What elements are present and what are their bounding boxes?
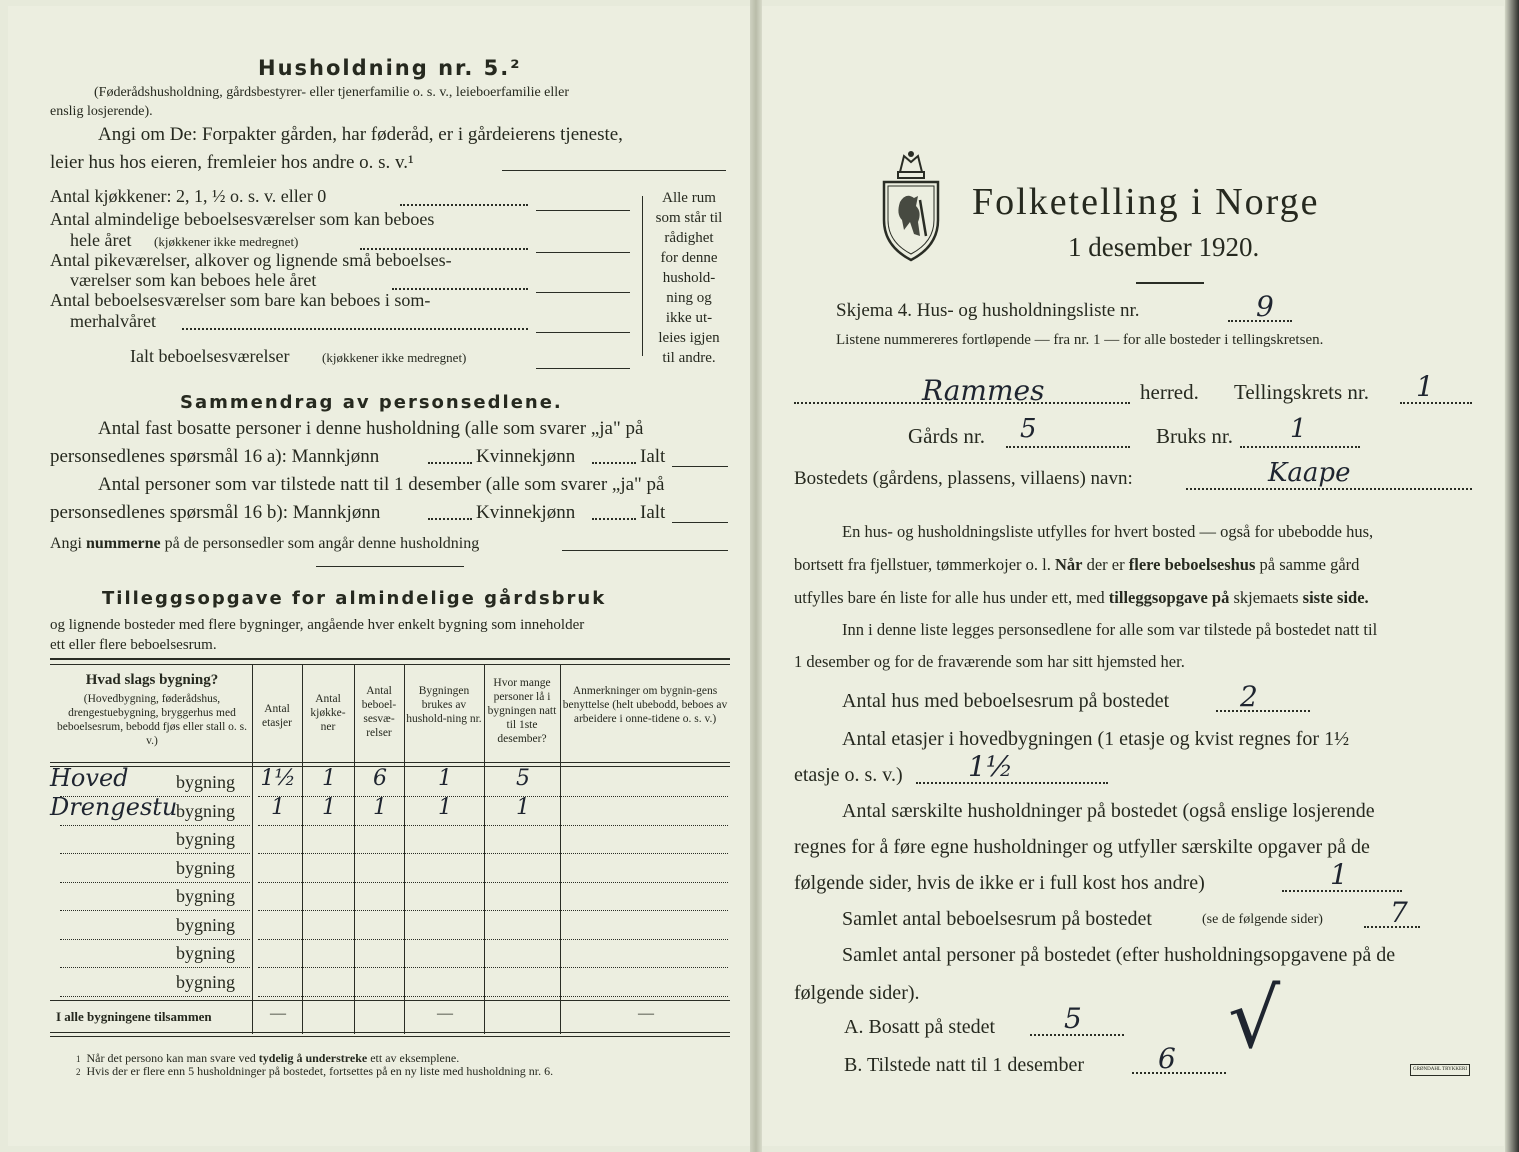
p1c-pre: utfylles bare én liste for alle hus under ett, med	[794, 588, 1105, 607]
table-bottom-2	[50, 1036, 730, 1037]
row-kjokken[interactable]: 1	[322, 766, 336, 791]
rooms-label-2b: (kjøkkener ikke medregnet)	[154, 234, 299, 249]
bosted-dots	[1186, 488, 1472, 490]
brace-note-4: hushold-	[662, 270, 716, 286]
right-page	[762, 6, 1504, 1146]
nummer-post: på de personsedler som angår denne husholdning	[164, 535, 480, 552]
total-answer-line-2[interactable]	[672, 522, 728, 523]
etasjer-value[interactable]: 1½	[968, 750, 1013, 783]
skjema-nr-value[interactable]: 9	[1256, 290, 1274, 323]
para2-line1: Inn i denne liste legges personsedlene for alle som var tilstede på bostedet natt til	[842, 620, 1378, 639]
row-personer[interactable]: 5	[516, 766, 530, 791]
etasjer-line1: Antal etasjer i hovedbygningen (1 etasje og kvist regnes for 1½	[842, 728, 1350, 750]
brace-note-8: til andre.	[662, 350, 716, 366]
nummer-bold: nummerne	[86, 535, 161, 552]
total-label-2: Ialt	[640, 502, 666, 523]
th-remarks: Anmerkninger om bygnin-gens benyttelse (helt ubebodd, beboes av arbeidere i onne-tidene o. s. v.)	[562, 685, 728, 725]
total-remarks-dash: —	[638, 1005, 654, 1022]
total-household-dash: —	[437, 1005, 453, 1022]
th-floors: Antal etasjer	[261, 703, 292, 729]
row-rom[interactable]: 1	[373, 794, 387, 820]
row-building-suffix: bygning	[176, 800, 236, 821]
summary-line-3: Antal personer som var tilstede natt til 1 desember (alle som svarer „ja" på	[98, 474, 665, 495]
women-label-1: Kvinnekjønn	[476, 446, 576, 467]
angi-answer-line[interactable]	[502, 170, 726, 171]
bosatt-label: A. Bosatt på stedet	[844, 1016, 996, 1038]
gards-value[interactable]: 5	[1020, 414, 1037, 444]
census-date: 1 desember 1920.	[1068, 232, 1260, 262]
row-etasjer[interactable]: 1½	[260, 766, 296, 791]
book-spine	[750, 0, 762, 1152]
row-building-suffix: bygning	[176, 886, 236, 906]
women-dots-1	[592, 462, 636, 464]
brace-note-7: leies igjen	[658, 330, 720, 346]
summer-rooms-label-2: merhalvåret	[70, 311, 156, 331]
nummer-line	[50, 535, 479, 553]
summary-line-1: Antal fast bosatte personer i denne husholdning (alle som svarer „ja" på	[98, 418, 644, 439]
row-line	[258, 939, 728, 940]
tellingskrets-value[interactable]: 1	[1416, 370, 1434, 403]
para1-line3	[794, 588, 1369, 608]
table-col-divider	[302, 664, 303, 1034]
para2-line2: 1 desember og for de fraværende som har sitt hjemsted her.	[794, 652, 1185, 671]
row-building-suffix: bygning	[176, 971, 236, 992]
etasjer-line2: etasje o. s. v.)	[794, 764, 903, 786]
p1b-bold: Når	[1054, 555, 1083, 574]
kitchens-dots	[400, 204, 528, 206]
row-building-suffix: bygning	[176, 772, 236, 792]
p1b-bold2: flere beboelseshus	[1128, 555, 1256, 574]
supplement-line-1: og lignende bosteder med flere bygninger, angående hver enkelt bygning som inneholder	[50, 617, 585, 633]
total-floors-dash: —	[270, 1005, 286, 1022]
row-kjokken[interactable]: 1	[322, 794, 336, 820]
brace-note-0: Alle rum	[662, 190, 716, 206]
p1b-post: på samme gård	[1259, 555, 1360, 574]
coat-of-arms-icon	[880, 150, 942, 262]
samlet-personer-line2: følgende sider).	[794, 982, 920, 1004]
men-dots-1	[428, 462, 472, 464]
p1b-pre: bortsett fra fjellstuer, tømmerkojer o. l.	[794, 555, 1051, 574]
nummer-answer-line[interactable]	[562, 550, 728, 551]
row-dots	[60, 910, 250, 911]
samlet-rom-value[interactable]: 7	[1390, 896, 1408, 929]
row-dots	[60, 882, 250, 883]
listene-note: Listene nummereres fortløpende — fra nr. 1 — for alle bosteder i tellingskretsen.	[836, 332, 1324, 348]
angi-line-1: Angi om De: Forpakter gården, har føderåd, er i gårdeierens tjeneste,	[98, 124, 623, 145]
row-hush[interactable]: 1	[438, 794, 452, 820]
p1c-bold2: siste side.	[1302, 588, 1369, 607]
tilstede-label: B. Tilstede natt til 1 desember	[844, 1054, 1084, 1076]
herred-label: herred.	[1140, 380, 1199, 404]
table-col-divider	[404, 664, 405, 1034]
bosted-label: Bostedets (gårdens, plassens, villaens) navn:	[794, 468, 1133, 489]
row-personer[interactable]: 1	[516, 794, 530, 820]
th-persons: Hvor mange personer lå i bygningen natt til 1ste desember?	[487, 677, 557, 745]
row-dots	[60, 825, 250, 826]
para1-line2	[794, 555, 1359, 575]
separator	[316, 566, 464, 567]
p1b-mid: der er	[1086, 555, 1125, 574]
samlet-rom-label: Samlet antal beboelsesrum på bostedet	[842, 908, 1152, 930]
fn1-post: ett av eksemplene.	[370, 1051, 460, 1065]
table-bottom	[50, 1032, 730, 1033]
row-hush[interactable]: 1	[438, 766, 452, 791]
gards-dots	[1006, 446, 1130, 448]
herred-value[interactable]: Rammes	[922, 374, 1045, 407]
bosted-value[interactable]: Kaape	[1268, 458, 1351, 488]
maid-rooms-answer-line[interactable]	[536, 292, 630, 293]
row-line	[258, 853, 728, 854]
row-building-name[interactable]: Hoved	[50, 764, 129, 792]
bruks-dots	[1240, 446, 1360, 448]
fn2-text: Hvis der er flere enn 5 husholdninger på bostedet, fortsettes på en ny liste med husholdning nr. 6.	[86, 1064, 554, 1078]
para1-line1: En hus- og husholdningsliste utfylles for hvert bosted — også for ubebodde hus,	[842, 522, 1374, 541]
p1c-bold: tilleggsopgave på	[1108, 588, 1230, 607]
table-top-border	[50, 658, 730, 660]
check-mark: √	[1228, 972, 1281, 1067]
brace-note-5: ning og	[666, 290, 712, 306]
household-subtitle: (Føderådshusholdning, gårdsbestyrer- eller tjenerfamilie o. s. v., leieboerfamilie eller	[94, 85, 570, 100]
table-total-label: I alle bygningene tilsammen	[56, 1009, 212, 1024]
th-building-sub: (Hovedbygning, føderådshus, drengestuebygning, bryggerhus med beboelsesrum, bebodd fjøs eller stall o. s. v.)	[56, 693, 248, 747]
skjema-label: Skjema 4. Hus- og husholdningsliste nr.	[836, 300, 1140, 321]
row-line	[258, 825, 728, 826]
left-page	[8, 6, 750, 1146]
brace	[642, 196, 643, 356]
row-dots	[60, 967, 250, 968]
table-top-border-2	[50, 664, 730, 665]
women-dots-2	[592, 518, 636, 520]
husholdninger-value[interactable]: 1	[1330, 858, 1348, 891]
table-col-divider	[354, 664, 355, 1034]
row-building-name[interactable]: Drengestu	[50, 792, 178, 821]
brace-note-3: for denne	[660, 250, 718, 266]
title-rule	[1136, 282, 1204, 284]
page-edge	[1505, 0, 1519, 1152]
kitchens-answer-line[interactable]	[536, 210, 630, 211]
rooms-answer-line[interactable]	[536, 252, 630, 253]
row-rom[interactable]: 6	[373, 766, 387, 791]
hus-value[interactable]: 2	[1240, 680, 1258, 713]
footnote-2: 2 Hvis der er flere enn 5 husholdninger på bostedet, fortsettes på en ny liste med husholdning nr. 6.	[76, 1064, 554, 1078]
row-building-suffix: bygning	[176, 943, 236, 963]
husholdninger-line2: regnes for å føre egne husholdninger og utfyller særskilte opgaver på de	[794, 836, 1370, 858]
samlet-rom-label-b: (se de følgende sider)	[1202, 912, 1323, 927]
census-title: Folketelling i Norge	[972, 181, 1320, 223]
printer-mark: GRØNDAHL TRYKKERI	[1410, 1064, 1470, 1076]
footnote-1: 1 Når det persono kan man svare ved tydelig å understreke ett av eksemplene.	[76, 1051, 460, 1065]
th-household: Bygningen brukes av hushold-ning nr.	[406, 685, 482, 725]
total-rooms-label-b: (kjøkkener ikke medregnet)	[322, 350, 467, 365]
row-etasjer[interactable]: 1	[271, 794, 285, 820]
hus-label: Antal hus med beboelsesrum på bostedet	[842, 690, 1170, 712]
row-dots	[60, 853, 250, 854]
row-line	[258, 996, 728, 997]
brace-note-2: rådighet	[664, 230, 714, 246]
row-building-suffix: bygning	[176, 914, 236, 935]
total-answer-line-1[interactable]	[672, 466, 728, 467]
rooms-label-1: Antal almindelige beboelsesværelser som kan beboes	[50, 209, 435, 229]
women-label-2: Kvinnekjønn	[476, 502, 576, 523]
total-rooms-answer-line[interactable]	[536, 368, 630, 369]
table-col-divider	[484, 664, 485, 1034]
men-dots-2	[428, 518, 472, 520]
summary-line-2: personsedlenes spørsmål 16 a): Mannkjønn	[50, 446, 380, 467]
summary-line-4: personsedlenes spørsmål 16 b): Mannkjønn	[50, 502, 381, 523]
husholdninger-line1: Antal særskilte husholdninger på bostedet (også enslige losjerende	[842, 800, 1375, 822]
samlet-personer-line1: Samlet antal personer på bostedet (efter husholdningsopgavene på de	[842, 944, 1396, 966]
row-dots	[60, 939, 250, 940]
row-line	[258, 910, 728, 911]
fn1-pre: Når det persono kan man svare ved	[86, 1051, 256, 1065]
table-col-divider	[560, 664, 561, 1034]
fn1-bold: tydelig å understreke	[258, 1051, 368, 1065]
supplement-title: Tilleggsopgave for almindelige gårdsbruk	[102, 588, 607, 609]
tilstede-dots	[1132, 1072, 1226, 1074]
rooms-label-2: hele året	[70, 230, 132, 250]
tellingskrets-dots	[1400, 402, 1472, 404]
kitchens-label: Antal kjøkkener: 2, 1, ½ o. s. v. eller 0	[50, 186, 327, 206]
total-label-1: Ialt	[640, 446, 666, 467]
summer-rooms-answer-line[interactable]	[536, 332, 630, 333]
table-header-divider	[50, 762, 730, 763]
th-kitchens: Antal kjøkke-ner	[310, 693, 346, 733]
supplement-line-2: ett eller flere beboelsesrum.	[50, 637, 217, 653]
maid-rooms-label-1: Antal pikeværelser, alkover og lignende små beboelses-	[50, 250, 452, 270]
nummer-pre: Angi	[50, 535, 82, 552]
total-rooms-label: Ialt beboelsesværelser	[130, 346, 290, 366]
brace-note-6: ikke ut-	[665, 310, 713, 326]
hus-dots	[1216, 710, 1310, 712]
row-building-suffix: bygning	[176, 857, 236, 878]
bruks-label: Bruks nr.	[1156, 424, 1234, 448]
bosatt-value[interactable]: 5	[1064, 1002, 1082, 1035]
row-line	[258, 967, 728, 968]
th-building-title: Hvad slags bygning?	[85, 672, 219, 688]
tilstede-value[interactable]: 6	[1158, 1042, 1176, 1075]
summer-rooms-dots	[182, 328, 528, 330]
household-subtitle-2: enslig losjerende).	[50, 104, 153, 119]
summary-title: Sammendrag av personsedlene.	[180, 392, 563, 413]
husholdninger-line3: følgende sider, hvis de ikke er i full kost hos andre)	[794, 872, 1205, 894]
angi-line-2: leier hus hos eieren, fremleier hos andre o. s. v.¹	[50, 152, 414, 173]
row-dots	[60, 996, 250, 997]
gards-label: Gårds nr.	[908, 424, 985, 448]
tellingskrets-label: Tellingskrets nr.	[1234, 380, 1370, 404]
summer-rooms-label-1: Antal beboelsesværelser som bare kan beboes i som-	[50, 290, 431, 310]
brace-note-1: som står til	[655, 210, 723, 226]
bruks-value[interactable]: 1	[1290, 414, 1307, 444]
household-title: Husholdning nr. 5.²	[258, 56, 522, 80]
table-total-top	[50, 1000, 730, 1001]
p1c-mid: skjemaets	[1233, 588, 1299, 607]
row-line	[258, 882, 728, 883]
row-building-suffix: bygning	[176, 829, 236, 849]
table-col-divider	[252, 664, 253, 1034]
maid-rooms-label-2: værelser som kan beboes hele året	[70, 270, 317, 290]
th-rooms: Antal beboel-sesvæ-relser	[361, 685, 397, 739]
